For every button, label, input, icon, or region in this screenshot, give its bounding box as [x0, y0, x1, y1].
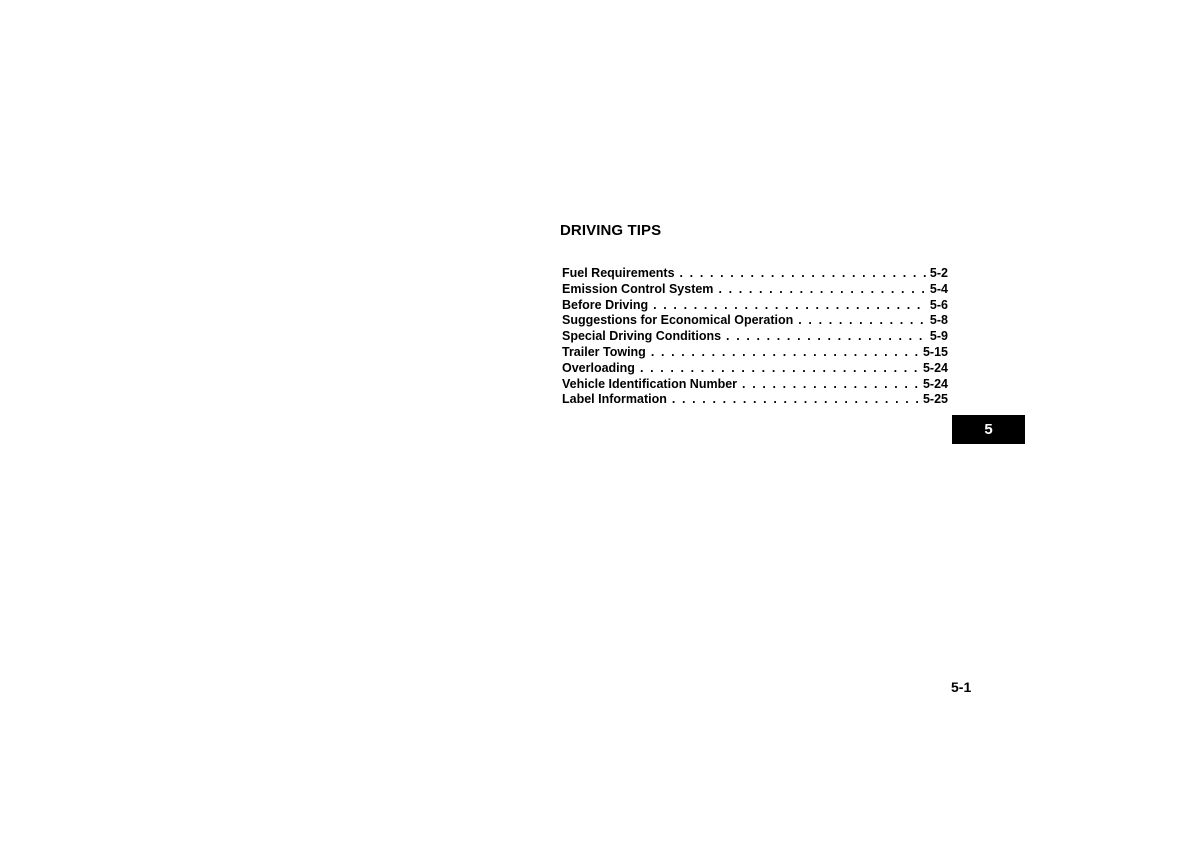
toc-item-emission-control-system[interactable]	[562, 282, 948, 298]
toc-item-special-driving-conditions[interactable]	[562, 329, 948, 345]
toc-item-fuel-requirements[interactable]	[562, 266, 948, 282]
chapter-tab	[952, 415, 1025, 444]
toc-dot-leader	[653, 298, 928, 312]
toc-item-vehicle-identification-number[interactable]	[562, 377, 948, 393]
toc-dot-leader	[718, 282, 927, 296]
toc-dot-leader	[651, 345, 921, 359]
toc-dot-leader	[672, 392, 921, 406]
toc-item-before-driving[interactable]	[562, 298, 948, 314]
toc-dot-leader	[742, 377, 921, 391]
toc-item-page: 5-6	[929, 297, 948, 312]
toc-item-label: Emission Control System	[562, 281, 714, 296]
toc-item-label: Trailer Towing	[562, 344, 646, 359]
section-title: DRIVING TIPS	[560, 222, 662, 239]
toc-item-page: 5-2	[929, 266, 948, 280]
toc-item-label: Label Information	[562, 392, 667, 407]
toc-dot-leader	[726, 329, 928, 343]
chapter-number: 5	[984, 421, 993, 438]
toc-item-label: Fuel Requirements	[562, 266, 675, 280]
toc-item-label-information[interactable]	[562, 392, 948, 408]
toc-item-page: 5-9	[929, 329, 948, 344]
toc-item-page: 5-24	[922, 376, 948, 391]
toc-item-page: 5-15	[922, 344, 948, 359]
toc-item-label: Before Driving	[562, 297, 649, 312]
toc-dot-leader	[640, 361, 921, 375]
toc-item-page: 5-8	[929, 313, 948, 328]
page-number: 5-1	[951, 679, 972, 695]
table-of-contents	[562, 266, 948, 408]
toc-dot-leader	[680, 266, 928, 280]
toc-item-label: Special Driving Conditions	[562, 329, 722, 344]
toc-dot-leader	[798, 313, 928, 327]
toc-item-page: 5-4	[929, 281, 948, 296]
toc-item-trailer-towing[interactable]	[562, 345, 948, 361]
toc-item-economical-operation[interactable]	[562, 313, 948, 329]
toc-item-overloading[interactable]	[562, 361, 948, 377]
toc-item-label: Suggestions for Economical Operation	[562, 313, 794, 328]
toc-item-label: Vehicle Identification Number	[562, 376, 738, 391]
toc-item-page: 5-24	[922, 360, 948, 375]
toc-item-label: Overloading	[562, 360, 635, 375]
toc-item-page: 5-25	[922, 392, 948, 407]
